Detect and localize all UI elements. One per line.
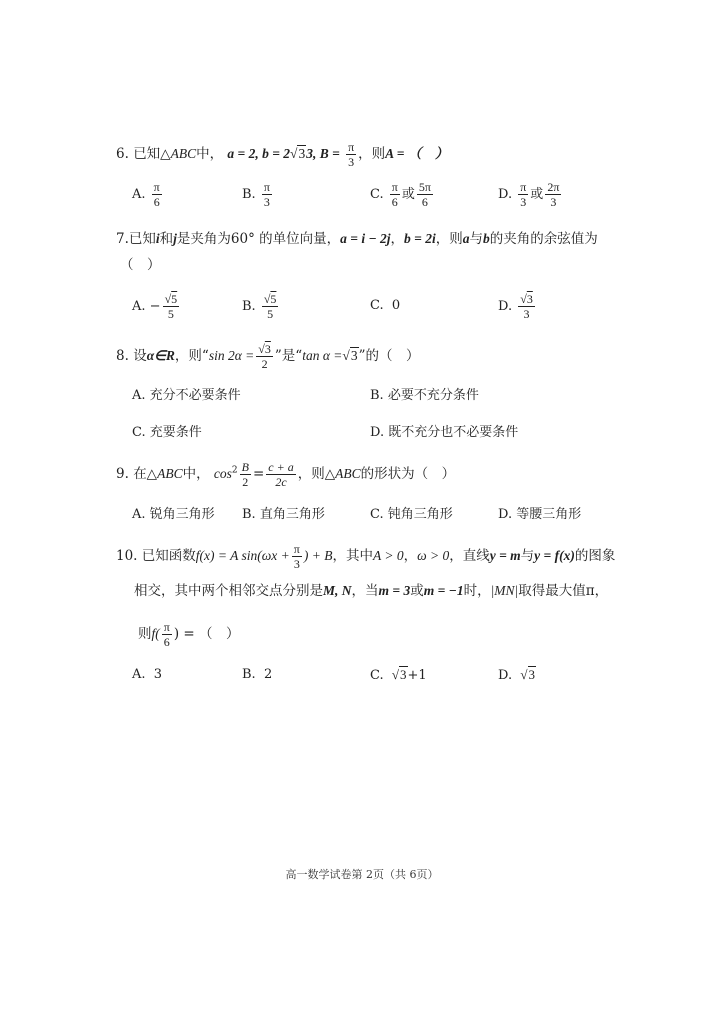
q7-option-a[interactable]: A. − $\frac{√5}{5}$ [132,292,178,321]
q7-vector-a: a = i − 2j [340,231,391,246]
q9-option-a[interactable]: A. 锐角三角形 [132,507,215,522]
q6-ask: A = （ ） [385,146,449,161]
q6-option-c[interactable]: C. $\frac{\pi}{6}$ 或 $\frac{5\pi}{6}$ [370,180,431,209]
q10-stem-line2: 相交，其中两个相邻交点分别是M, N，当m = 3或m = −1时，|MN|取得最大值π， [134,583,609,599]
q7-stem: 7.已知i和j是夹角为60° 的单位向量，a = i − 2j，b = 2i，则a与b的夹角的余弦值为 [116,231,598,247]
q6-sqrt: √3 [290,146,306,161]
q6-stem [116,140,448,169]
page-footer: 高一数学试卷第 2页（共 6页） [285,868,439,881]
q8-number: 8. [116,348,129,364]
q6-frac-pi-3: $\frac{\pi}{3}$ [348,140,355,169]
q6-number: 6. [116,146,129,162]
q6-text: 已知△ [133,146,171,162]
q7-option-d[interactable]: D. $\frac{√3}{3}$ [498,292,533,321]
q7-paren: （ ） [120,257,161,273]
q6-option-b[interactable]: B. $\frac{\pi}{3}$ [242,180,270,209]
q8-stem: 8. 设α∈R，则“sin 2α = $\frac{√3}{2}$ ”是“tan α =√3”的（ ） [116,342,420,371]
q10-number: 10. [116,548,138,564]
q9-option-c[interactable]: C. 钝角三角形 [370,507,453,522]
q10-stem-line3: 则f( $\frac{\pi}{6}$ ) = （ ） [138,620,240,649]
q7-vector-b: b = 2i [404,231,436,246]
q10-option-a[interactable]: A. 3 [132,667,163,682]
q10-stem-line1: 10. 已知函数f(x) = A sin(ωx + $\frac{\pi}{3}$ ) + B，其中A > 0，ω > 0，直线y = m与y = f(x)的图象 [116,542,616,571]
q8-option-c[interactable]: C. 充要条件 [132,425,202,440]
q6-option-a[interactable]: A. $\frac{\pi}{6}$ [132,180,160,209]
q8-option-b[interactable]: B. 必要不充分条件 [370,388,479,403]
q7-number: 7. [116,231,129,247]
q9-number: 9. [116,466,129,482]
q9-stem: 9. 在△ABC中， $\cos^2$ $\frac{B}{2}$ = $\frac{c + a}{2c}$ ，则△ABC的形状为（ ） [116,460,456,489]
q10-option-b[interactable]: B. 2 [242,667,273,682]
q6-condition-a: a = 2, b = 2 [227,146,291,161]
q7-option-b[interactable]: B. $\frac{√5}{5}$ [242,292,277,321]
q6-text-b: 中， [196,146,224,162]
q10-option-c[interactable]: C. √3+1 [370,667,427,683]
q6-condition-b: 3, B = [306,146,340,161]
q10-option-d[interactable]: D. √3 [498,667,535,683]
q8-option-a[interactable]: A. 充分不必要条件 [132,388,241,403]
q9-option-b[interactable]: B. 直角三角形 [242,507,325,522]
q8-option-d[interactable]: D. 既不充分也不必要条件 [370,425,519,440]
q6-then: ，则 [358,146,386,162]
q6-triangle-name: ABC [170,146,197,161]
q6-option-d[interactable]: D. $\frac{\pi}{3}$ 或 $\frac{2\pi}{3}$ [498,180,560,209]
q9-option-d[interactable]: D. 等腰三角形 [498,507,582,522]
q7-option-c[interactable]: C. 0 [370,298,401,313]
